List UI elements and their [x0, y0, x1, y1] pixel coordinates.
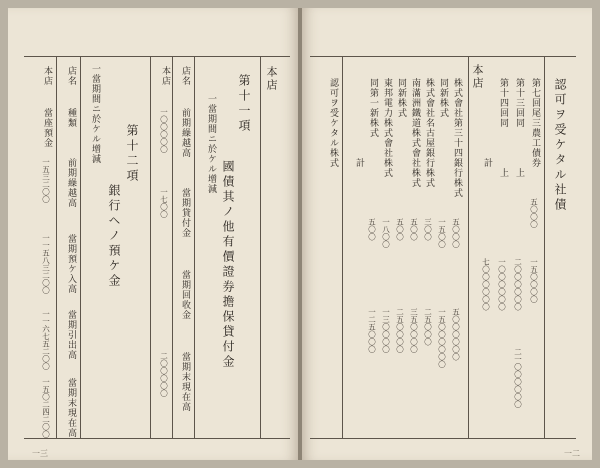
- stock-name-3: 株式會社名古屋銀行株式: [424, 78, 434, 188]
- table-bottom-rule: [24, 438, 290, 439]
- s11-header-1: 前期繰越高: [180, 108, 190, 158]
- s11-branch-value-4: 二〇〇〇〇〇: [159, 352, 169, 397]
- stock-4-v1: 五〇〇: [409, 218, 419, 241]
- bond-name-1: 第七回尾三農工債券: [530, 78, 540, 168]
- stock-name-7: 同第一新株式: [368, 78, 378, 138]
- s11-inner-divider: [172, 56, 173, 438]
- section12-subtitle: 一當期間ニ於ケル增減: [90, 64, 100, 164]
- s12-row-value-4: 一五〇二四二〇〇: [41, 378, 51, 438]
- stock-2-v2: 一五〇〇〇〇〇〇: [437, 308, 447, 368]
- s12-header-2: 當期預ケ入高: [66, 234, 76, 294]
- s12-header-4: 當期末現在高: [66, 378, 76, 438]
- table-top-rule: [310, 56, 576, 57]
- section12-description: 銀行ヘノ預ケ金: [107, 184, 121, 289]
- s11-branch: 本店: [160, 66, 170, 86]
- col-header-branch: 本店: [265, 66, 278, 92]
- section11-description: 國債其ノ他有價證券擔保貸付金: [221, 160, 235, 370]
- bond-1-value-1: 五〇〇〇: [529, 198, 539, 228]
- section12-title: 第十二項: [125, 124, 139, 184]
- col-divider: [260, 56, 261, 438]
- right-header-title: 認可ヲ受ケタル社債: [553, 78, 567, 213]
- stock-7-v1: 五〇〇: [367, 218, 377, 241]
- s11-header-4: 當期末現在高: [180, 352, 190, 412]
- s11-branch-header: 店名: [180, 66, 190, 86]
- stock-6-v1: 一八〇〇: [381, 218, 391, 248]
- bond-3-ditto: 上: [498, 168, 508, 178]
- bond-2-value-2: 二〇〇〇〇〇〇: [513, 258, 523, 311]
- stock-3-v1: 三〇〇: [423, 218, 433, 241]
- stock-1-v2: 五〇〇〇〇〇〇: [451, 308, 461, 361]
- stock-name-4: 南滿洲鐵道株式會社株式: [410, 78, 420, 188]
- bond-2-value-4: 二一〇〇〇〇〇〇: [513, 348, 523, 408]
- s11-branch-value-1: 一〇〇〇〇〇: [159, 108, 169, 153]
- left-page: [8, 8, 298, 460]
- s12-inner-divider: [56, 56, 57, 438]
- s12-header-1: 前期繰越高: [66, 158, 76, 208]
- stock-5-v2: 二五〇〇〇〇: [395, 308, 405, 353]
- stock-4-v2: 三五〇〇〇〇: [409, 308, 419, 353]
- s12-row-value-2: 一一五八三二〇〇: [41, 234, 51, 294]
- bond-subtotal-value: 七〇〇〇〇〇〇: [481, 258, 491, 311]
- stock-total-label: 計: [354, 158, 364, 168]
- unauthorized-stock-label: 認可ヲ受ケタル株式: [328, 78, 338, 168]
- s11-divider: [194, 56, 195, 438]
- stock-name-2: 同新株式: [438, 78, 448, 118]
- s12-row-value-1: 一五三二〇〇: [41, 158, 51, 203]
- bond-divider: [544, 56, 545, 438]
- stock-1-v1: 五〇〇〇: [451, 218, 461, 248]
- stock-7-v2: 一二五〇〇〇: [367, 308, 377, 353]
- table-bottom-rule: [310, 438, 576, 439]
- s11-branch-value-2: 一七〇〇: [159, 188, 169, 218]
- s12-branch-header: 店名: [66, 66, 76, 86]
- stock-name-5: 同新株式: [396, 78, 406, 118]
- bond-subtotal-label: 計: [482, 158, 492, 168]
- s12-type-header: 種類: [66, 108, 76, 128]
- stock-6-v2: 一三〇〇〇〇: [381, 308, 391, 353]
- s12-header-3: 當期引出高: [66, 310, 76, 360]
- stock-name-6: 東邦電力株式會社株式: [382, 78, 392, 178]
- stock-3-v2: 二五〇〇〇: [423, 308, 433, 346]
- section11-title: 第十一項: [237, 74, 251, 134]
- right-header-place: 本店: [471, 64, 484, 90]
- stock-divider: [468, 56, 469, 438]
- stock-5-v1: 五〇〇: [395, 218, 405, 241]
- right-page: [302, 8, 592, 460]
- table-top-rule: [24, 56, 290, 57]
- right-page-number: 一二: [564, 449, 580, 458]
- bond-name-3: 第十四回同: [498, 78, 508, 128]
- s12-row-branch: 本店: [42, 66, 52, 86]
- bond-2-ditto: 上: [514, 168, 524, 178]
- stock-name-1: 株式會社第三十四銀行株式: [452, 78, 462, 198]
- s12-row-type: 當座預金: [42, 108, 52, 148]
- s11-header-3: 當期回收金: [180, 270, 190, 320]
- s11-header-2: 當期貸付金: [180, 188, 190, 238]
- unauth-divider: [342, 56, 343, 438]
- s11-end-divider: [150, 56, 151, 438]
- s12-row-value-3: 一一六七五二〇〇: [41, 310, 51, 370]
- bond-1-value-2: 一五〇〇〇〇: [529, 258, 539, 303]
- bond-3-value-2: 一〇〇〇〇〇〇: [497, 258, 507, 311]
- stock-2-v1: 一五〇〇: [437, 218, 447, 248]
- left-page-number: 一三: [32, 449, 48, 458]
- s12-divider: [80, 56, 81, 438]
- section11-subtitle: 一當期間ニ於ケル增減: [206, 94, 216, 194]
- bond-name-2: 第十三回同: [514, 78, 524, 128]
